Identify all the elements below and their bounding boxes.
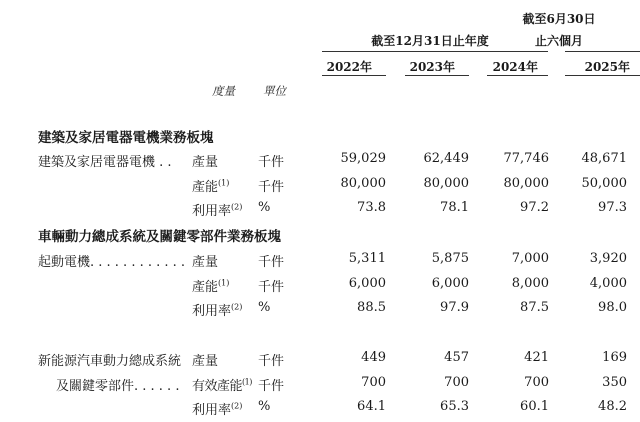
unit-label: % — [258, 200, 271, 215]
unit-label: 千件 — [258, 255, 285, 270]
year-header-2025: 2025年 — [584, 60, 630, 74]
h1-header-line1: 截至6月30日 — [522, 12, 596, 26]
value-2023: 700 — [444, 375, 469, 390]
value-2024: 60.1 — [520, 399, 549, 414]
value-2022: 80,000 — [340, 176, 386, 191]
value-2025: 97.3 — [598, 200, 627, 215]
value-2023: 78.1 — [440, 200, 469, 215]
value-2024: 421 — [524, 350, 549, 365]
value-2023: 62,449 — [423, 151, 469, 166]
year-rule-2025 — [565, 75, 640, 76]
value-2024: 97.2 — [520, 200, 549, 215]
section-title-vehicle-powertrain: 車輛動力總成系統及關鍵零部件業務板塊 — [38, 229, 281, 245]
value-2025: 350 — [602, 375, 627, 390]
value-2022: 64.1 — [357, 399, 386, 414]
year-header-2024: 2024年 — [492, 60, 538, 74]
unit-label: 千件 — [258, 354, 285, 369]
value-2023: 6,000 — [431, 276, 469, 291]
product-label: 建築及家居電器電機 . . — [38, 155, 172, 170]
year-rule-2023 — [405, 75, 469, 76]
year-rule-2022 — [322, 75, 386, 76]
unit-label: 千件 — [258, 180, 285, 195]
unit-label: % — [258, 300, 271, 315]
value-2022: 73.8 — [357, 200, 386, 215]
value-2022: 700 — [361, 375, 386, 390]
unit-label: 千件 — [258, 155, 285, 170]
year-rule-2024 — [487, 75, 548, 76]
year-header-2023: 2023年 — [409, 60, 455, 74]
value-2024: 87.5 — [520, 300, 549, 315]
measure-label: 利用率$^{(2)}$ — [192, 202, 243, 219]
unit-label: 千件 — [258, 379, 285, 394]
value-2023: 80,000 — [423, 176, 469, 191]
measure-header: 度量 — [212, 84, 235, 98]
product-label-line2: 及關鍵零部件. . . . . . — [56, 379, 180, 394]
fy-header-rule — [322, 51, 548, 52]
value-2023: 5,875 — [431, 251, 469, 266]
value-2022: 6,000 — [348, 276, 386, 291]
section-title-building-home: 建築及家居電器電機業務板塊 — [38, 130, 214, 146]
product-label: 起動電機. . . . . . . . . . . . — [38, 255, 186, 270]
value-2023: 457 — [444, 350, 469, 365]
measure-label: 產量 — [192, 255, 219, 270]
unit-label: 千件 — [258, 280, 285, 295]
value-2022: 59,029 — [340, 151, 386, 166]
value-2022: 5,311 — [348, 251, 386, 266]
value-2024: 700 — [524, 375, 549, 390]
value-2023: 65.3 — [440, 399, 469, 414]
h1-header-rule — [565, 51, 640, 52]
measure-label: 產量 — [192, 354, 219, 369]
value-2024: 7,000 — [511, 251, 549, 266]
value-2024: 80,000 — [503, 176, 549, 191]
measure-label: 產能$^{(1)}$ — [192, 178, 230, 195]
unit-label: % — [258, 399, 271, 414]
h1-header-line2: 止六個月 — [534, 34, 583, 48]
measure-label: 產量 — [192, 155, 219, 170]
unit-header: 單位 — [263, 84, 286, 98]
value-2025: 98.0 — [598, 300, 627, 315]
value-2025: 3,920 — [589, 251, 627, 266]
measure-label: 利用率$^{(2)}$ — [192, 302, 243, 319]
value-2025: 169 — [602, 350, 627, 365]
value-2024: 8,000 — [511, 276, 549, 291]
fiscal-year-header: 截至12月31日止年度 — [371, 34, 489, 48]
year-header-2022: 2022年 — [326, 60, 372, 74]
measure-label: 有效產能$^{(1)}$ — [192, 377, 252, 394]
value-2022: 88.5 — [357, 300, 386, 315]
value-2025: 4,000 — [589, 276, 627, 291]
measure-label: 利用率$^{(2)}$ — [192, 401, 243, 418]
measure-label: 產能$^{(1)}$ — [192, 278, 230, 295]
value-2025: 50,000 — [581, 176, 627, 191]
value-2025: 48,671 — [581, 151, 627, 166]
value-2023: 97.9 — [440, 300, 469, 315]
product-label: 新能源汽車動力總成系統 — [38, 354, 182, 369]
value-2025: 48.2 — [598, 399, 627, 414]
value-2022: 449 — [361, 350, 386, 365]
value-2024: 77,746 — [503, 151, 549, 166]
